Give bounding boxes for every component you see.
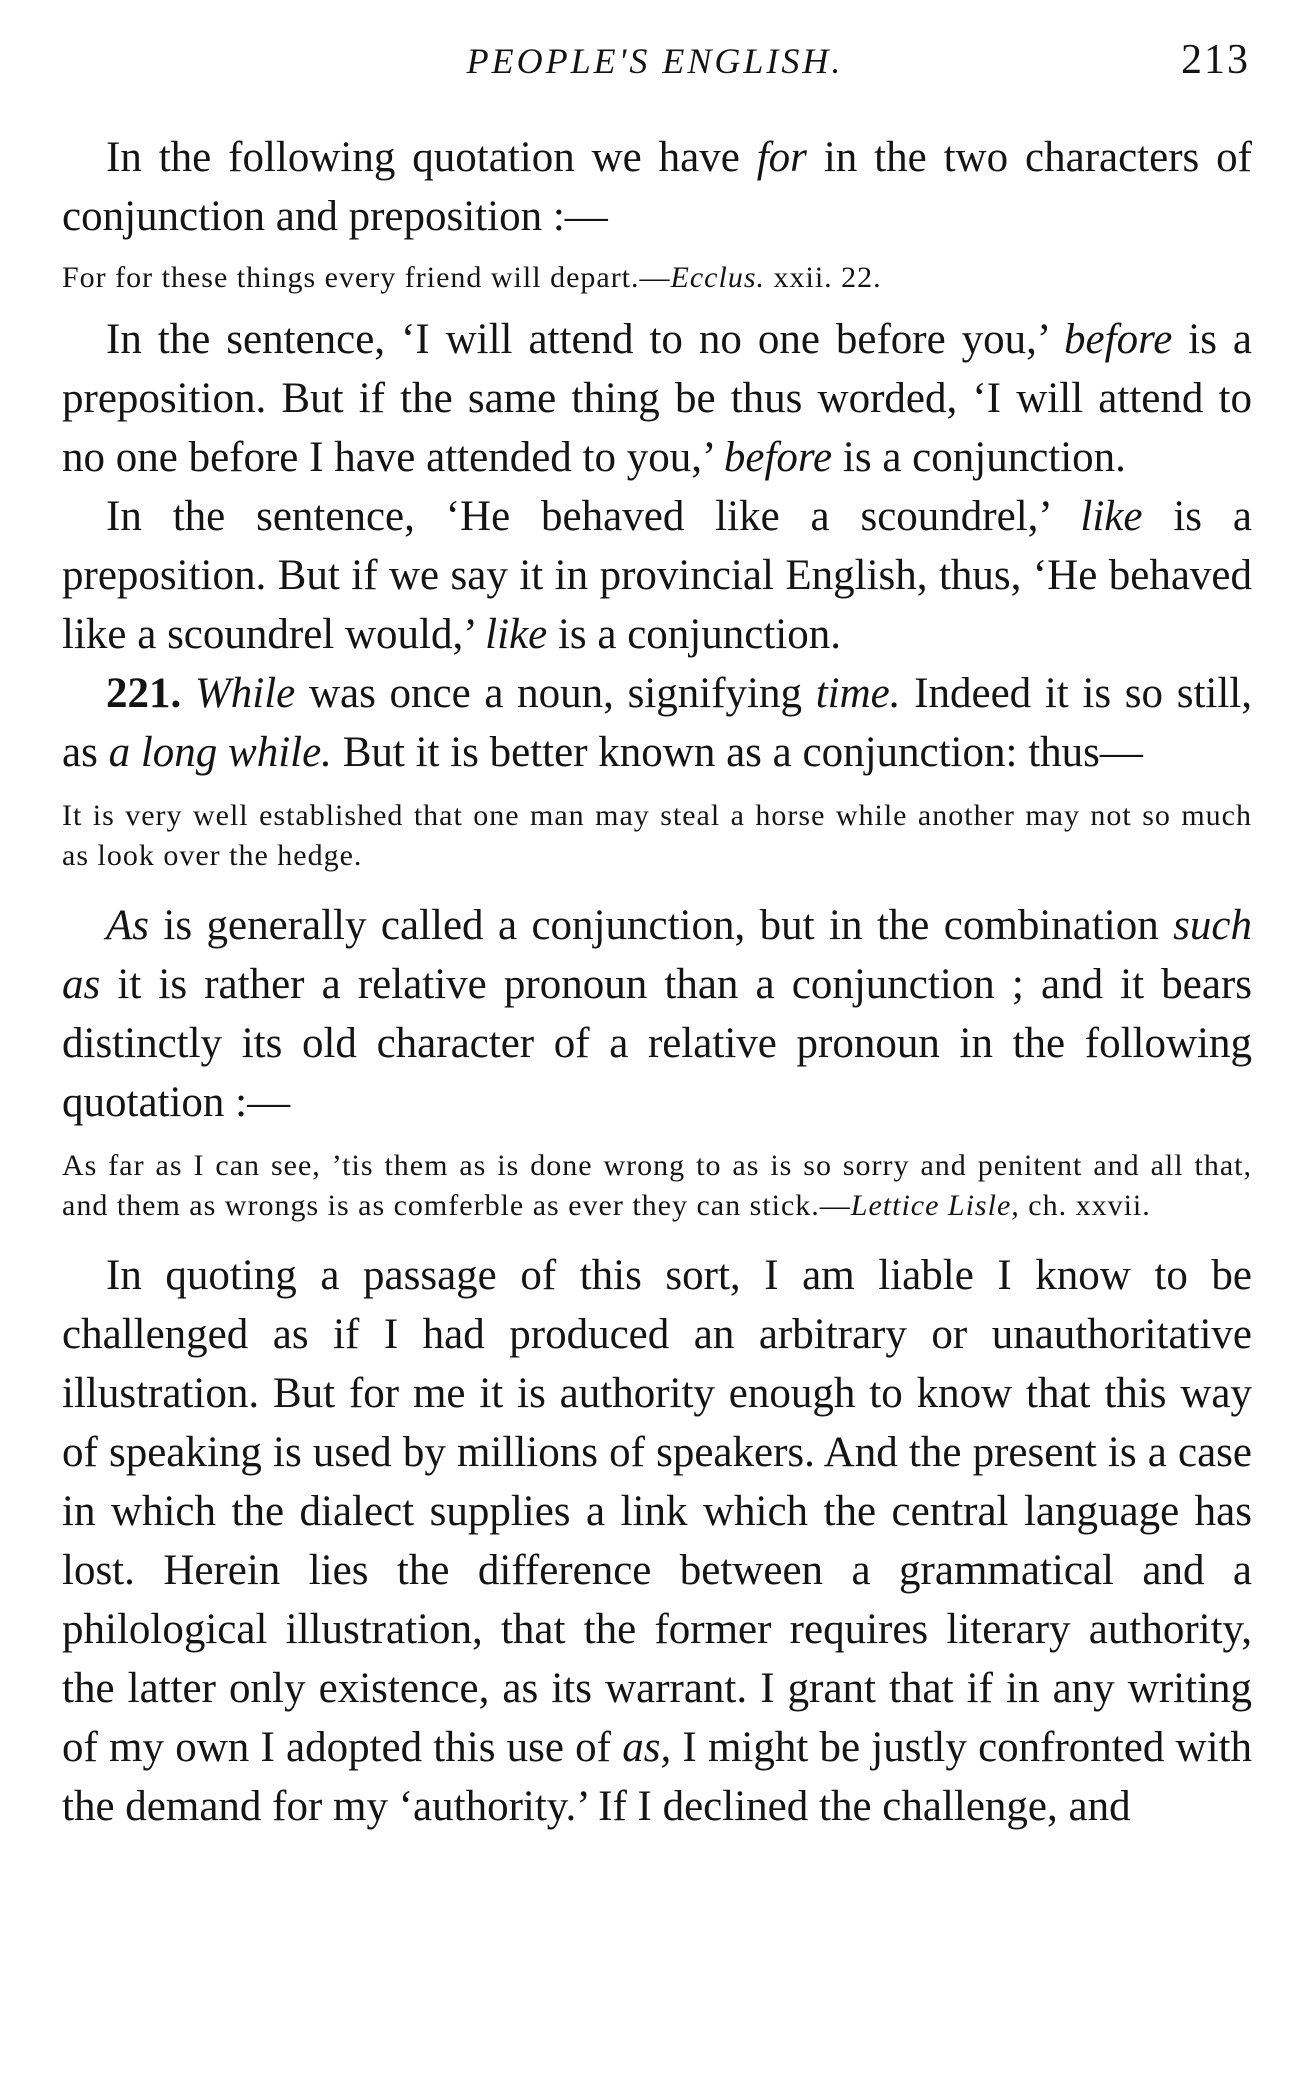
paragraph-as: As is generally called a conjunction, but in the combination such as it is rather a relative pronoun than a conjunction ; and it bears distinctly its old character of a relative pronoun in the following quotation :—: [62, 902, 1252, 1126]
paragraph-for-conjunction: In the following quotation we have for in the two characters of conjunction and preposition :—: [62, 134, 1252, 240]
page-header: [60, 30, 1250, 90]
running-head: PEOPLE'S ENGLISH.: [466, 41, 844, 81]
paragraph-quoting-passage: In quoting a passage of this sort, I am liable I know to be challenged as if I had produced an arbitrary or unauthoritative illustration. But for me it is authority enough to know that this way of speaking is used by millions of speakers. And the present is a case in which the dialect supplies a link which the central language has lost. Herein lies the difference between a grammatical and a philological illustration, that the former requires literary authority, the latter only existence, as its warrant. I grant that if in any writing of my own I adopted this use of as, I might be justly confronted with the demand for my ‘authority.’ If I declined the challenge, and: [62, 1252, 1252, 1830]
quotation-ecclus: For for these things every friend will depart.—Ecclus. xxii. 22.: [62, 261, 882, 294]
paragraph-like: In the sentence, ‘He behaved like a scoundrel,’ like is a preposition. But if we say it in provincial English, thus, ‘He behaved like a scoundrel would,’ like is a conjunction.: [62, 493, 1252, 658]
paragraph-before: In the sentence, ‘I will attend to no one before you,’ before is a preposition. But if the same thing be thus worded, ‘I will attend to no one before I have attended to you,’ before is a conjunction.: [62, 316, 1252, 481]
page-body: [62, 128, 1252, 1836]
section-number: 221.: [106, 670, 182, 717]
page-number: 213: [1181, 37, 1250, 83]
paragraph-221-while: 221. While was once a noun, signifying time. Indeed it is so still, as a long while. But it is better known as a conjunction: thus—: [62, 670, 1253, 776]
quotation-horse: It is very well established that one man may steal a horse while another may not so much as look over the hedge.: [62, 799, 1252, 872]
quotation-lettice-lisle: As far as I can see, ’tis them as is done wrong to as is so sorry and penitent and all that, and them as wrongs is as comferble as ever they can stick.—Lettice Lisle, ch. xxvii.: [62, 1149, 1252, 1222]
